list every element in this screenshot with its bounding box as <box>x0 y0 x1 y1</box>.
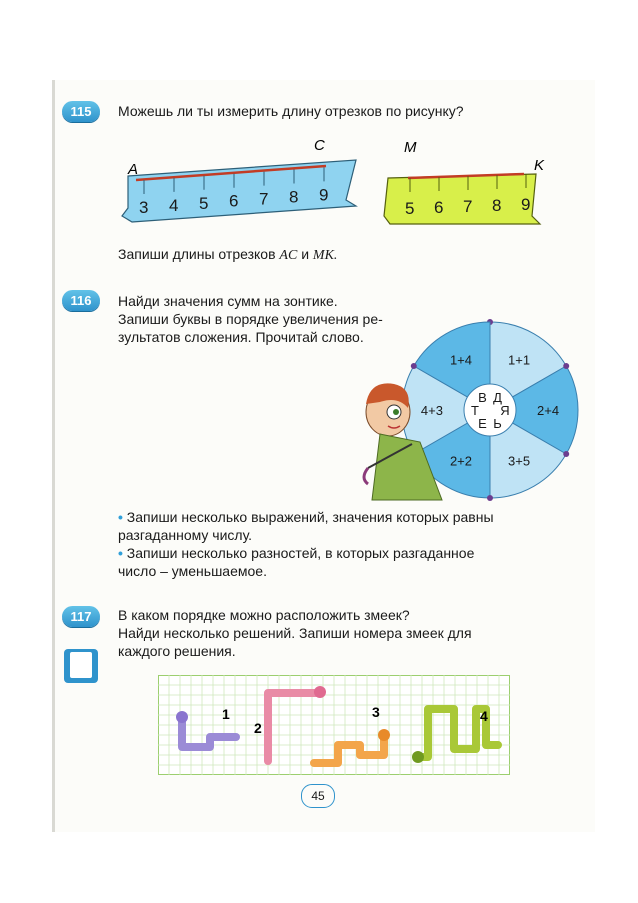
umbrella-sum: 4+3 <box>420 403 443 418</box>
bullet-text: Запиши несколько разностей, в которых разгаданное <box>126 545 475 561</box>
ruler-ac <box>122 138 356 222</box>
umbrella-sum: 1+1 <box>508 352 531 368</box>
segment-mk: MK. <box>312 248 338 263</box>
task-line: В каком порядке можно расположить змеек? <box>118 607 410 623</box>
snake-2-number: 2 <box>254 720 262 736</box>
task-instruction <box>118 246 337 264</box>
bullet-text: Запиши несколько выражений, значения которых равны <box>126 509 494 525</box>
umbrella-sum: 3+5 <box>508 453 531 469</box>
ruler-number: 6 <box>434 198 444 217</box>
task-line: Найди несколько решений. Запиши номера змеек для <box>118 625 472 641</box>
ruler-number: 7 <box>259 189 269 209</box>
ruler-number: 6 <box>229 191 239 211</box>
bullet-continuation: разгаданному числу. <box>118 527 253 543</box>
segment-ac: AC <box>279 248 298 263</box>
task-line: зультатов сложения. Прочитай слово. <box>118 329 364 345</box>
umbrella-sum: 2+4 <box>537 403 560 418</box>
complexity-icon <box>64 649 98 683</box>
ruler-number: 4 <box>169 195 179 215</box>
snakes-grid <box>158 675 510 775</box>
ruler-number: 8 <box>289 187 299 207</box>
umbrella-tip <box>563 451 569 457</box>
ruler-illustration <box>118 138 578 230</box>
bullet-dot: • <box>118 545 123 561</box>
umbrella-puzzle <box>350 308 580 508</box>
umbrella-sum: 2+2 <box>449 453 472 469</box>
task-question: Можешь ли ты измерить длину отрезков по рисунку? <box>118 103 464 119</box>
ruler-number: 7 <box>463 197 473 216</box>
task-number-badge: 116 <box>62 290 100 311</box>
umbrella-sum: 1+4 <box>449 352 472 368</box>
ruler-number: 5 <box>199 193 209 213</box>
bullet-continuation: число – уменьшаемое. <box>118 563 267 579</box>
task-number-badge: 115 <box>62 101 100 122</box>
umbrella-letter: Ь <box>493 415 502 431</box>
task-line: каждого решения. <box>118 643 236 659</box>
page-number: 45 <box>301 784 335 808</box>
point-m-label: M <box>404 139 417 156</box>
point-a-label: A <box>128 161 139 178</box>
snake-1-number: 1 <box>222 706 230 722</box>
ruler-number: 5 <box>405 199 415 218</box>
ruler-number: 3 <box>139 198 149 217</box>
umbrella-letter: Я <box>500 403 510 418</box>
snake-3-number: 3 <box>372 704 380 720</box>
ruler-number: 9 <box>319 185 329 205</box>
ruler-number: 8 <box>492 196 502 215</box>
umbrella-letter: Т <box>471 403 479 418</box>
instruction-text: Запиши длины отрезков <box>118 246 276 262</box>
task-line: Запиши буквы в порядке увеличения ре- <box>118 311 383 327</box>
umbrella-tip <box>411 363 417 369</box>
ruler-number: 9 <box>521 195 531 214</box>
umbrella-tip <box>487 495 493 501</box>
umbrella-letter: В <box>478 390 487 406</box>
bullet-item <box>118 545 474 562</box>
bullet-dot: • <box>118 509 123 525</box>
snake-4-number: 4 <box>480 708 488 724</box>
umbrella-letter: Е <box>478 415 487 431</box>
ruler-mk <box>384 139 545 224</box>
point-k-label: K <box>534 157 545 174</box>
point-c-label: C <box>314 138 325 154</box>
conjunction: и <box>301 246 310 262</box>
task-number-badge: 117 <box>62 606 100 627</box>
umbrella-tip <box>563 363 569 369</box>
task-line: Найди значения сумм на зонтике. <box>118 293 338 309</box>
umbrella-letter: Д <box>493 390 502 406</box>
bullet-item <box>118 509 494 526</box>
